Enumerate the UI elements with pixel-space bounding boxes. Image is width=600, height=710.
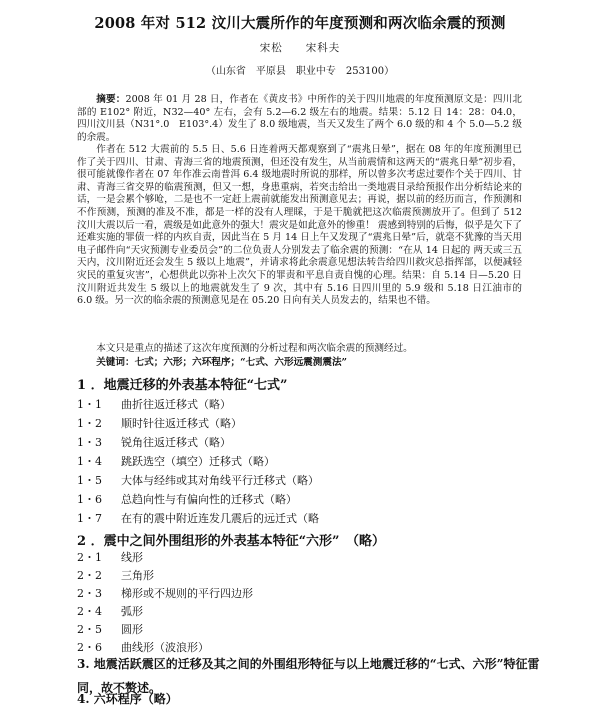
affiliation: （山东省 平原县 职业中专 253100）	[205, 66, 395, 77]
item-text: 三角形	[121, 569, 154, 582]
list-item	[77, 567, 154, 583]
item-number: 1・3	[77, 436, 102, 449]
item-text: 在有的震中附近连发几震后的远迁式（略	[121, 512, 319, 525]
item-text: 跳跃选空（填空）迁移式（略）	[121, 455, 275, 468]
paper-title: 2008 年对 512 汶川大震所作的年度预测和两次临余震的预测	[94, 15, 506, 32]
list-item	[77, 585, 253, 601]
body-paragraph: 作者在 512 大震前的 5.5 日、5.6 日连着两天都观察到了“震兆日晕”，据在 08 年的年度预测里已作了关于四川、甘肃、青海三省的地震预测，但还没有发生，从当前震情和这两天的“震兆日晕”初步看，很可能就像作者在 07 年作准云南普洱 6.4 级地震时所说的那样，所以曾多次考虑过要作个关于四川、甘肃、青海三省交界的临震预测，但又一想，身患重病，若突击给出一类地震目录给预报作出分析结论来的话，一是会累个够呛，二是也不一定赶上震前就能发出预测意见去；再说，据以前的经历而言，作预测和不作预测，预测的准及不准，都是一样的没有人理睬，于是干脆就把这次临震预测放开了。但到了 512 汶川大震以后一看，震级是如此意外的强大！震灾是如此意外的惨重！ 震感到特别的后悔，似乎是欠下了还难实施的罪债一样的内疚自责，因此当在 5 月 14 日上午又发现了“震兆日晕”后，就毫不犹豫的当天用电子邮件向“天灾预测专业委员会”的二位负责人分别发去了临余震的预测：“在从 14 日起的 两天或三五天内，汶川附近还会发生 5 级以上地震”，并请求将此余震意见想法转告给四川救灾总指挥部，以便减轻灾民的重复灾害”，心想供此以弥补上次欠下的罪责和平息自责自愧的心理。结果：自 5.14 日—5.20 日汶川附近共发生 5 级以上的地震就发生了 9 次，其中有 5.16 日四川里的 5.9 级和 5.18 日江油市的 6.0 级。另一次的临余震的预测意见是在 05.20 日向有关人员发去的，结果也不错。	[77, 144, 522, 307]
item-number: 2・3	[77, 587, 102, 600]
item-number: 2・1	[77, 551, 102, 564]
list-item	[77, 603, 143, 619]
item-number: 1・1	[77, 398, 102, 411]
item-text: 曲折往返迁移式（略）	[121, 398, 231, 411]
item-text: 锐角往返迁移式（略）	[121, 436, 231, 449]
authors: 宋松 宋科夫	[259, 42, 341, 54]
list-item	[77, 396, 231, 412]
item-number: 2・5	[77, 623, 102, 636]
list-item	[77, 510, 319, 526]
section-3-paragraph: 3. 地震活跃震区的迁移及其之间的外围组形特征与以上地震迁移的“七式、六形”特征雷同，故不赘述。	[77, 657, 540, 695]
item-number: 2・2	[77, 569, 102, 582]
list-item	[77, 434, 231, 450]
item-text: 线形	[121, 551, 143, 564]
keywords-text: 七式；六形；六环程序；“七式、六形远震测震法”	[134, 357, 348, 368]
item-number: 1・7	[77, 512, 102, 525]
abstract-label: 摘要：	[96, 94, 126, 105]
item-text: 顺时针往返迁移式（略）	[121, 417, 242, 430]
item-number: 1・2	[77, 417, 102, 430]
item-number: 1・4	[77, 455, 102, 468]
summary-paragraph: 本文只是重点的描述了这次年度预测的分析过程和两次临余震的预测经过。	[96, 343, 413, 354]
item-text: 总趋向性与有偏向性的迁移式（略）	[121, 493, 297, 506]
list-item	[77, 621, 143, 637]
item-number: 2・4	[77, 605, 102, 618]
list-item	[77, 549, 143, 565]
item-text: 大体与经纬或其对角线平行迁移式（略）	[121, 474, 319, 487]
list-item	[77, 472, 319, 488]
section-4-heading: 4. 六环程序（略）	[77, 692, 178, 706]
item-number: 1・5	[77, 474, 102, 487]
section-2-heading: 2 ．震中之间外围组形的外表基本特征“六形” （略）	[77, 534, 386, 549]
list-item	[77, 491, 297, 507]
item-text: 圆形	[121, 623, 143, 636]
abstract	[77, 94, 522, 144]
list-item	[77, 453, 275, 469]
keywords-label: 关键词：	[96, 357, 135, 368]
item-text: 弧形	[121, 605, 143, 618]
item-number: 2・6	[77, 641, 102, 654]
item-text: 梯形或不规则的平行四边形	[121, 587, 253, 600]
abstract-text: 2008 年 01 月 28 日，作者在《黄皮书》中所作的关于四川地震的年度预测原文是：四川北部的 E102° 附近，N32—40° 左右，会有 5.2—6.2 级左右的地震。结果：5.12 日 14：28：04.0，四川汶川县（N31°.0 E103°.4）发生了 8.0 级地震，当天又发生了两个 6.0 级的和 4 个 5.0—5.2 级的余震。	[77, 94, 523, 143]
section-1-heading: 1 ．地震迁移的外表基本特征“七式”	[77, 378, 288, 393]
item-text: 曲线形（波浪形）	[121, 641, 209, 654]
item-number: 1・6	[77, 493, 102, 506]
list-item	[77, 415, 242, 431]
keywords	[77, 357, 537, 370]
